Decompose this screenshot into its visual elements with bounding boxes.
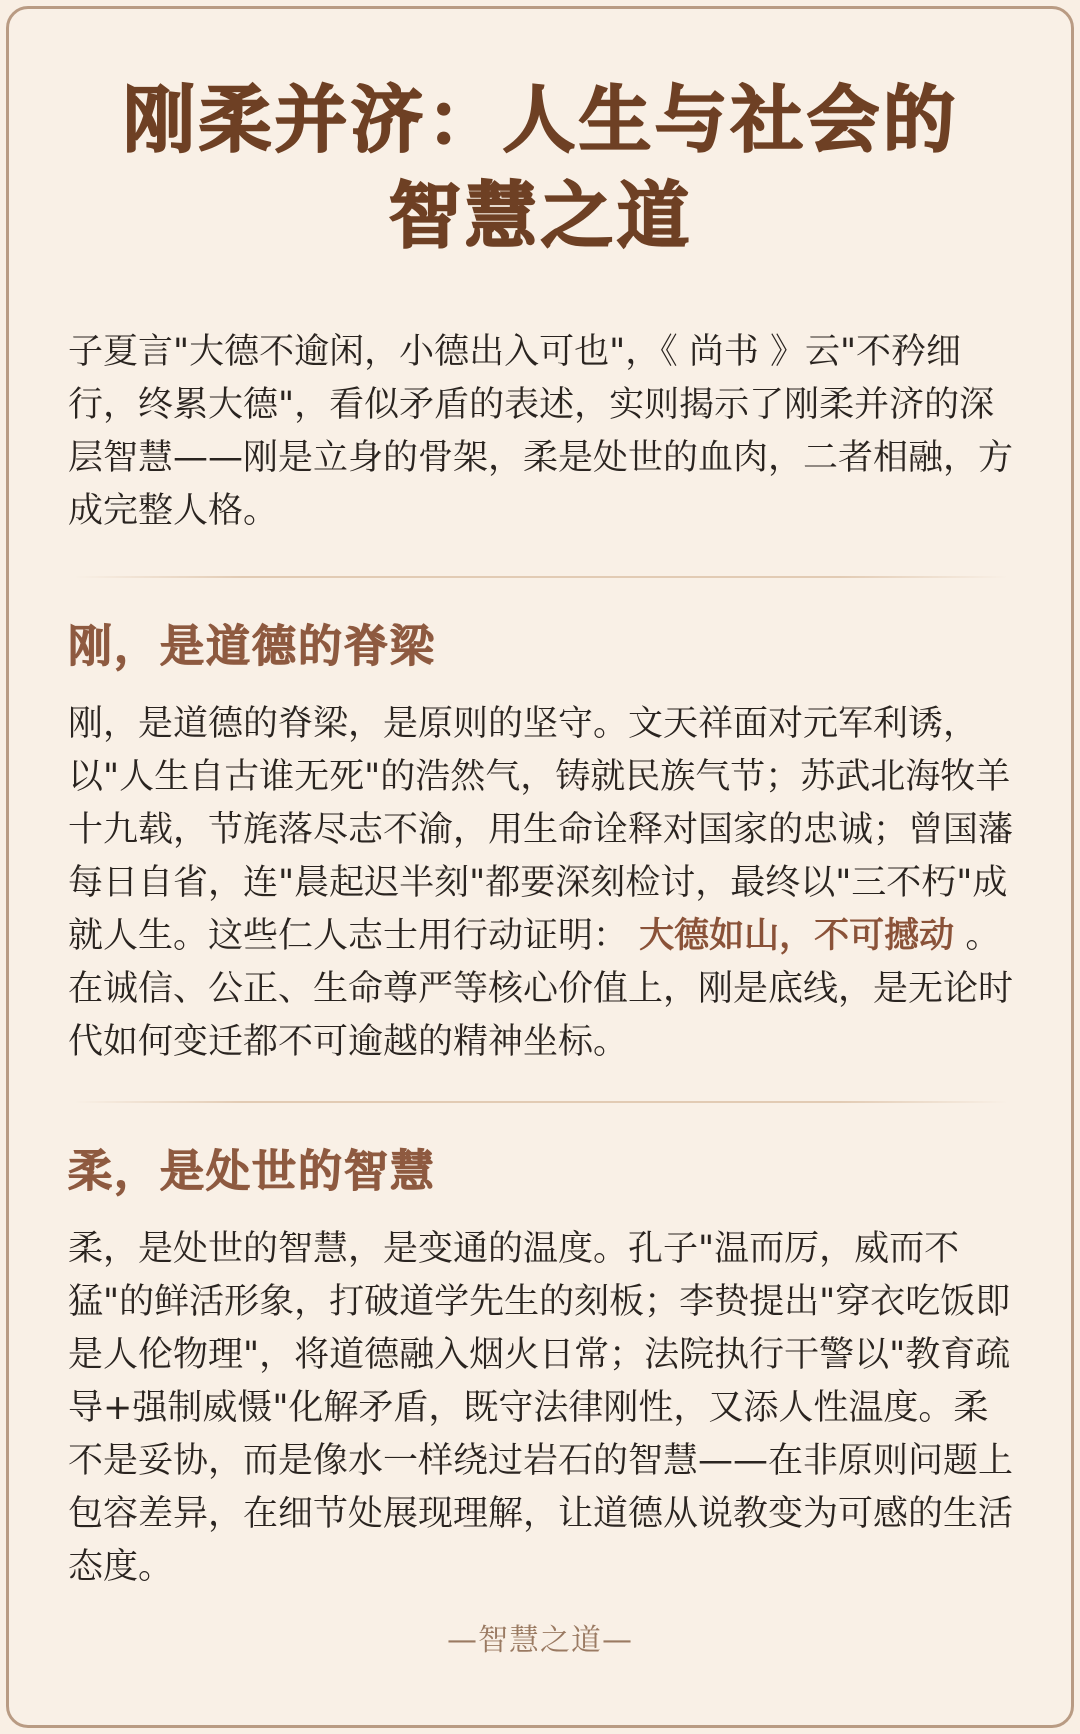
highlight-phrase: 大德如山，不可撼动: [639, 916, 955, 956]
intro-paragraph: 子夏言"大德不逾闲，小德出入可也"，《 尚书 》云"不矜细行，终累大德"，看似矛盾的表述，实则揭示了刚柔并济的深层智慧——刚是立身的骨架，柔是处世的血肉，二者相融，方成完整人格。: [68, 332, 1014, 531]
main-title: [68, 72, 1014, 264]
footer-signature: —智慧之道—: [447, 1623, 633, 1658]
paragraph-text: 。在诚信、公正、生命尊严等核心价值上，刚是底线，是无论时代如何变迁都不可逾越的精神坐标。: [68, 916, 1014, 1062]
section-paragraph-rou: 柔，是处世的智慧，是变通的温度。孔子"温而厉，威而不猛"的鲜活形象，打破道学先生的刻板；李贽提出"穿衣吃饭即是人伦物理"，将道德融入烟火日常；法院执行干警以"教育疏导+强制威慑"化解矛盾，既守法律刚性，又添人性温度。柔不是妥协，而是像水一样绕过岩石的智慧——在非原则问题上包容差异，在细节处展现理解，让道德从说教变为可感的生活态度。: [68, 1229, 1014, 1587]
section-heading-gang: 刚，是道德的脊梁: [68, 621, 436, 672]
main-title-line-2: 智慧之道: [388, 174, 693, 258]
section-heading-rou: 柔，是处世的智慧: [68, 1146, 436, 1197]
main-title-line-1: 刚柔并济：人生与社会的: [122, 78, 959, 162]
article-content: [68, 72, 1014, 1594]
paragraph-text: 刚，是道德的脊梁，是原则的坚守。文天祥面对元军利诱，以"人生自古谁无死"的浩然气，铸就民族气节；苏武北海牧羊十九载，节旄落尽志不渝，用生命诠释对国家的忠诚；曾国藩每日自省，连"晨起迟半刻"都要深刻检讨，最终以"三不朽"成就人生。这些仁人志士用行动证明：: [68, 704, 1014, 956]
section-divider: [74, 576, 1008, 578]
section-paragraph-gang: [68, 698, 1014, 1069]
section-divider: [74, 1101, 1008, 1103]
